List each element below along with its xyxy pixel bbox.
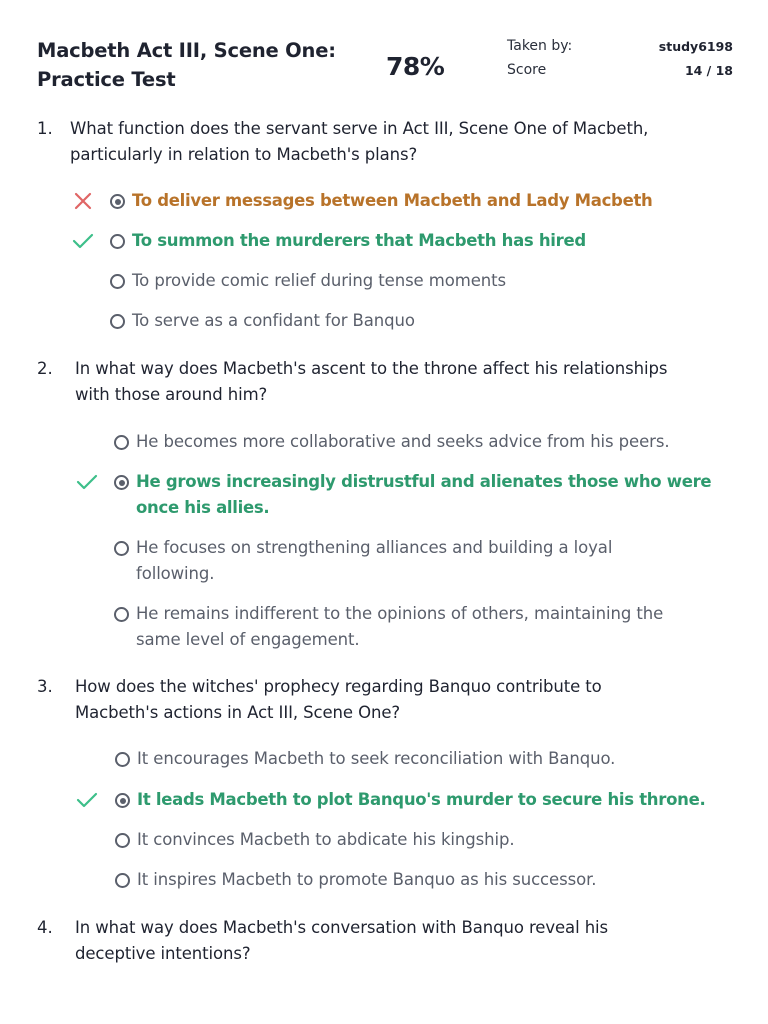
answer-option-line: To deliver messages between Macbeth and Lady Macbeth: [132, 191, 653, 210]
taken-by-label: Taken by:: [507, 38, 573, 54]
question-text: [70, 116, 648, 168]
radio-icon[interactable]: [115, 752, 130, 767]
question-text-line: deceptive intentions?: [75, 944, 251, 963]
answer-option[interactable]: [132, 228, 586, 254]
answer-option[interactable]: [136, 601, 663, 653]
radio-icon[interactable]: [114, 541, 129, 556]
question-number: 3.: [37, 677, 53, 696]
question-number: 4.: [37, 918, 53, 937]
radio-selected-icon[interactable]: [115, 793, 130, 808]
answer-option-line: once his allies.: [136, 498, 270, 517]
answer-option-line: He becomes more collaborative and seeks advice from his peers.: [136, 432, 670, 451]
answer-option-line: He focuses on strengthening alliances and building a loyal: [136, 538, 613, 557]
answer-option-line: To serve as a confidant for Banquo: [132, 311, 415, 330]
answer-option-line: It convinces Macbeth to abdicate his kingship.: [137, 830, 515, 849]
answer-option-line: It leads Macbeth to plot Banquo's murder to secure his throne.: [137, 790, 706, 809]
question-text-line: Macbeth's actions in Act III, Scene One?: [75, 703, 401, 722]
question-text: [75, 356, 667, 408]
question-text-line: particularly in relation to Macbeth's plans?: [70, 145, 418, 164]
radio-icon[interactable]: [110, 234, 125, 249]
answer-option-line: It inspires Macbeth to promote Banquo as his successor.: [137, 870, 597, 889]
radio-icon[interactable]: [114, 607, 129, 622]
check-icon: [76, 471, 98, 493]
answer-option-line: To provide comic relief during tense moments: [132, 271, 506, 290]
radio-icon[interactable]: [110, 314, 125, 329]
answer-option[interactable]: [132, 268, 506, 294]
answer-option[interactable]: [136, 429, 669, 455]
answer-option[interactable]: [132, 308, 415, 334]
question-text: [75, 915, 608, 967]
question-text-line: with those around him?: [75, 385, 268, 404]
question-text: [75, 674, 602, 726]
answer-option-line: same level of engagement.: [136, 630, 360, 649]
title-line-2: Practice Test: [37, 68, 176, 91]
cross-icon: [72, 190, 94, 212]
question-text-line: How does the witches' prophecy regarding Banquo contribute to: [75, 677, 602, 696]
answer-option-line: following.: [136, 564, 215, 583]
check-icon: [72, 230, 94, 252]
title-line-1: Macbeth Act III, Scene One:: [37, 39, 336, 62]
taken-by-value: study6198: [658, 39, 733, 54]
radio-icon[interactable]: [115, 833, 130, 848]
check-icon: [76, 789, 98, 811]
answer-option[interactable]: [137, 827, 515, 853]
question-text-line: What function does the servant serve in Act III, Scene One of Macbeth,: [70, 119, 649, 138]
answer-option[interactable]: [137, 787, 705, 813]
answer-option[interactable]: [137, 746, 615, 772]
answer-option[interactable]: [136, 535, 612, 587]
score-value: 14 / 18: [684, 63, 733, 78]
question-text-line: In what way does Macbeth's conversation with Banquo reveal his: [75, 918, 609, 937]
radio-selected-icon[interactable]: [110, 194, 125, 209]
answer-option[interactable]: [132, 188, 653, 214]
question-number: 1.: [37, 119, 53, 138]
question-text-line: In what way does Macbeth's ascent to the throne affect his relationships: [75, 359, 668, 378]
radio-icon[interactable]: [114, 435, 129, 450]
question-number: 2.: [37, 359, 53, 378]
answer-option-line: To summon the murderers that Macbeth has hired: [132, 231, 586, 250]
score-label: Score: [507, 62, 547, 78]
radio-selected-icon[interactable]: [114, 475, 129, 490]
answer-option-line: He grows increasingly distrustful and alienates those who were: [136, 472, 712, 491]
answer-option[interactable]: [137, 867, 596, 893]
radio-icon[interactable]: [110, 274, 125, 289]
answer-option-line: It encourages Macbeth to seek reconciliation with Banquo.: [137, 749, 616, 768]
page-title: [37, 36, 357, 94]
test-header: [0, 0, 768, 110]
radio-icon[interactable]: [115, 873, 130, 888]
score-percent: 78%: [386, 52, 445, 81]
answer-option-line: He remains indifferent to the opinions of others, maintaining the: [136, 604, 664, 623]
answer-option[interactable]: [136, 469, 711, 521]
